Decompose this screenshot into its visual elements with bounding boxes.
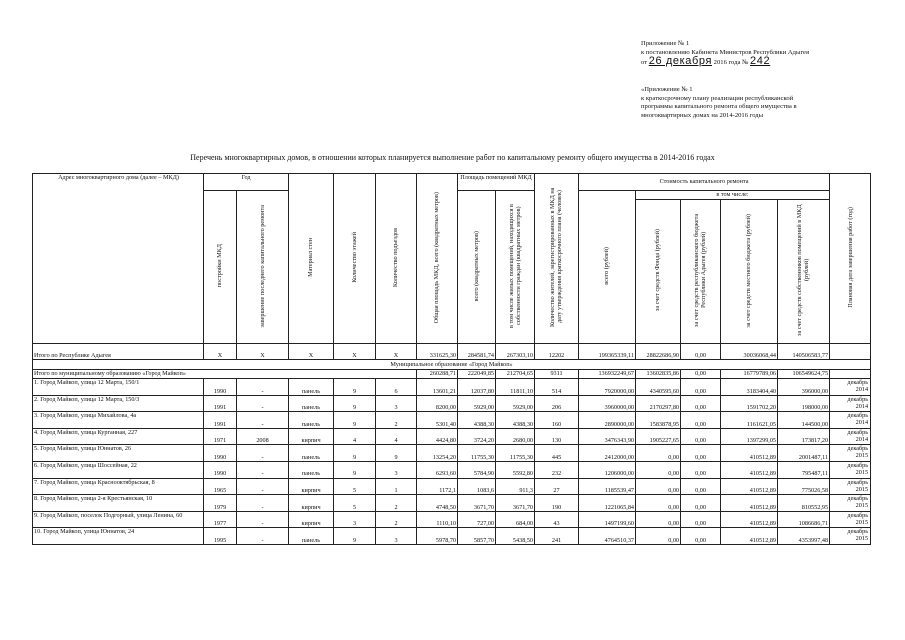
cell: 4748,50 [417, 495, 458, 512]
cell: 5929,00 [496, 395, 535, 412]
cell: 0,00 [681, 495, 721, 512]
cell: 5301,40 [417, 412, 458, 429]
cell: 260288,71 [417, 370, 458, 379]
cell: 9 [376, 445, 417, 462]
cell: 0,00 [681, 511, 721, 528]
cell: 0,00 [681, 412, 721, 429]
cell: 4 [334, 428, 376, 445]
deadline-month: декабрь [847, 412, 869, 420]
cell: 198000,00 [778, 395, 830, 412]
table-row [33, 412, 871, 429]
cell: 5978,70 [417, 528, 458, 545]
cell: 684,00 [496, 511, 535, 528]
cell: 3183404,40 [721, 379, 778, 396]
cell: панель [289, 379, 334, 396]
cell: 5784,90 [458, 461, 496, 478]
cell: 795487,11 [778, 461, 830, 478]
deadline-year: 2015 [855, 452, 869, 460]
cell: - [237, 528, 289, 545]
cell: X [334, 344, 376, 360]
cell: 1397299,05 [721, 428, 778, 445]
cell: 106549624,75 [778, 370, 830, 379]
cell: 206 [535, 395, 579, 412]
cell: 1971 [204, 428, 237, 445]
house-address: 1. Город Майкоп, улица 12 Марта, 150/1 [33, 379, 204, 396]
cell: 2412000,00 [579, 445, 636, 462]
sub-appendix-line3: программы капитального ремонта общего имущества в [641, 103, 797, 111]
cell: 1161621,05 [721, 412, 778, 429]
cell: 9 [334, 461, 376, 478]
house-address: 6. Город Майкоп, улица Шоссейная, 22 [33, 461, 204, 478]
table-row [33, 511, 871, 528]
cell: 1185539,47 [579, 478, 636, 495]
year-text: 2016 года № [713, 59, 749, 67]
cell: 5438,50 [496, 528, 535, 545]
cell: панель [289, 395, 334, 412]
deadline-cell [830, 478, 871, 495]
cell: - [237, 478, 289, 495]
appendix-date-line [641, 57, 903, 68]
cell: 1172,1 [417, 478, 458, 495]
cell: 11755,30 [458, 445, 496, 462]
house-address: 4. Город Майкоп, улица Курганная, 227 [33, 428, 204, 445]
cell: 9 [334, 528, 376, 545]
cell: 3 [334, 511, 376, 528]
cell: панель [289, 528, 334, 545]
sub-appendix-line2: к краткосрочному плану реализации республиканской [641, 94, 794, 102]
document-title: Перечень многоквартирных домов, в отношении которых планируется выполнение работ по капитальному ремонту общего имущества в 2014-2016 годах [190, 153, 715, 162]
cell: 0,00 [681, 370, 721, 379]
cell: 4340595,60 [636, 379, 681, 396]
cell: 1 [376, 478, 417, 495]
cell: 4388,30 [458, 412, 496, 429]
col-year-group: Год [204, 174, 289, 191]
cell: 13254,20 [417, 445, 458, 462]
total-municipality-row [33, 370, 871, 379]
cell: 222049,85 [458, 370, 496, 379]
cell: 12037,80 [458, 379, 496, 396]
cell: 241 [535, 528, 579, 545]
cell: 0,00 [636, 495, 681, 512]
cell: 28822686,90 [636, 344, 681, 360]
from-prefix: от [641, 59, 648, 67]
cell: 9 [334, 445, 376, 462]
col-premises-citizens: в том числе жилых помещений, находящихся в собственности граждан (квадратных метров) [496, 191, 535, 344]
cell: 331625,30 [417, 344, 458, 360]
cell: панель [289, 445, 334, 462]
cell: 12202 [535, 344, 579, 360]
cell: 1591702,20 [721, 395, 778, 412]
cell: 1991 [204, 395, 237, 412]
col-floors: Количество этажей [334, 174, 376, 344]
cell: 810552,95 [778, 495, 830, 512]
cell: 0,00 [681, 528, 721, 545]
cell: 1497199,60 [579, 511, 636, 528]
deadline-year: 2014 [855, 386, 869, 394]
cell: 3671,70 [496, 495, 535, 512]
deadline-year: 2015 [855, 469, 869, 477]
appendix-header [641, 40, 903, 68]
cell: 514 [535, 379, 579, 396]
deadline-cell [830, 528, 871, 545]
col-residents: Количество жителей, зарегистрированных в МКД на дату утверждения краткосрочного плана (человек) [535, 174, 579, 344]
cell: 727,00 [458, 511, 496, 528]
appendix-title: Приложение № 1 [641, 40, 690, 47]
cell: 911,3 [496, 478, 535, 495]
cell: 5 [334, 495, 376, 512]
cell: 1990 [204, 461, 237, 478]
col-cost-local: за счет средств местного бюджета (рублей) [721, 200, 778, 344]
house-address: 7. Город Майкоп, улица Краснооктябрьская, 8 [33, 478, 204, 495]
table-row [33, 428, 871, 445]
cell: 173817,20 [778, 428, 830, 445]
cell: 1991 [204, 412, 237, 429]
deadline-year: 2015 [855, 485, 869, 493]
cell: 11755,30 [496, 445, 535, 462]
cell: 267303,10 [496, 344, 535, 360]
handwritten-number: 242 [750, 55, 771, 68]
cell: 0,00 [681, 395, 721, 412]
cell: - [237, 495, 289, 512]
col-premises-total: всего (квадратных метров) [458, 191, 496, 344]
cell: 5857,70 [458, 528, 496, 545]
cell: 410512,89 [721, 528, 778, 545]
cell: кирпич [289, 478, 334, 495]
cell: 7920000,00 [579, 379, 636, 396]
deadline-cell [830, 511, 871, 528]
cell: 190 [535, 495, 579, 512]
cell: 1905227,65 [636, 428, 681, 445]
cell: 144500,00 [778, 412, 830, 429]
cell: 0,00 [636, 511, 681, 528]
deadline-year: 2014 [855, 402, 869, 410]
cell: панель [289, 412, 334, 429]
col-cost-fund: за счет средств Фонда (рублей) [636, 200, 681, 344]
cell: 3724,20 [458, 428, 496, 445]
cell: 0,00 [636, 445, 681, 462]
cell: 410512,89 [721, 495, 778, 512]
cell: 199365339,11 [579, 344, 636, 360]
cell: 2001487,11 [778, 445, 830, 462]
cell: 212704,65 [496, 370, 535, 379]
cell: 2 [376, 511, 417, 528]
house-address: 2. Город Майкоп, улица 12 Марта, 150/3 [33, 395, 204, 412]
deadline-cell [830, 395, 871, 412]
cell: 4 [376, 428, 417, 445]
col-total-area: Общая площадь МКД, всего (квадратных метров) [417, 174, 458, 344]
cell: кирпич [289, 495, 334, 512]
cell: 1583878,95 [636, 412, 681, 429]
appendix-ref: к постановлению Кабинета Министров Республики Адыгея [641, 48, 810, 56]
deadline-cell [830, 412, 871, 429]
cell: 0,00 [681, 445, 721, 462]
cell: - [237, 379, 289, 396]
deadline-month: декабрь [847, 511, 869, 519]
cell: 5592,80 [496, 461, 535, 478]
cell: 410512,89 [721, 445, 778, 462]
deadline-year: 2014 [855, 419, 869, 427]
sub-appendix-line4: многоквартирных домах на 2014-2016 годы [641, 111, 764, 119]
deadline-month: декабрь [847, 395, 869, 403]
cell: 0,00 [636, 461, 681, 478]
cell: 410512,89 [721, 461, 778, 478]
cell: - [237, 511, 289, 528]
cell: 9 [334, 395, 376, 412]
cell: X [204, 344, 237, 360]
house-address: 9. Город Майкоп, поселок Подгорный, улица Ленина, 60 [33, 511, 204, 528]
cell: 13601,21 [417, 379, 458, 396]
col-entrances: Количество подъездов [376, 174, 417, 344]
cell: 0,00 [681, 461, 721, 478]
sub-appendix-title: «Приложение № 1 [641, 86, 693, 93]
cell: 0,00 [636, 478, 681, 495]
cell: 136932249,67 [579, 370, 636, 379]
cell: 1083,6 [458, 478, 496, 495]
cell: 3960000,00 [579, 395, 636, 412]
cell: 9 [334, 412, 376, 429]
house-address: 10. Город Майкоп, улица Юннатов, 24 [33, 528, 204, 545]
total-label: Итого по Республике Адыгея [33, 344, 204, 360]
deadline-year: 2015 [855, 502, 869, 510]
deadline-cell [830, 379, 871, 396]
cell: 1086686,71 [778, 511, 830, 528]
col-cost-group: Стоимость капитального ремонта [579, 174, 830, 191]
cell: 6293,60 [417, 461, 458, 478]
house-address: 5. Город Майкоп, улица Юннатов, 26 [33, 445, 204, 462]
cell: 2 [376, 495, 417, 512]
total-republic-row [33, 344, 871, 360]
cell: 11811,10 [496, 379, 535, 396]
cell: X [237, 344, 289, 360]
col-cost-incl: в том числе: [636, 191, 830, 200]
cell: - [237, 461, 289, 478]
cell: 0,00 [681, 379, 721, 396]
cell: 2170297,80 [636, 395, 681, 412]
cell: 130 [535, 428, 579, 445]
house-rows [33, 379, 871, 545]
cell: 43 [535, 511, 579, 528]
cell: кирпич [289, 511, 334, 528]
cell: 4764510,37 [579, 528, 636, 545]
col-deadline: Плановая дата завершения работ (год) [830, 174, 871, 344]
handwritten-date: 26 декабря [648, 55, 713, 68]
deadline-month: декабрь [847, 445, 869, 453]
cell: 4353997,48 [778, 528, 830, 545]
deadline-month: декабрь [847, 528, 869, 536]
cell: 3671,70 [458, 495, 496, 512]
col-year-repair: завершение последнего капитального ремонта [237, 191, 289, 344]
cell: 13602835,86 [636, 370, 681, 379]
cell: 410512,89 [721, 511, 778, 528]
cell: - [237, 412, 289, 429]
cell: 9311 [535, 370, 579, 379]
cell: 1206000,00 [579, 461, 636, 478]
cell: 4424,80 [417, 428, 458, 445]
deadline-month: декабрь [847, 478, 869, 486]
deadline-cell [830, 461, 871, 478]
deadline-cell [830, 445, 871, 462]
cell: 2008 [237, 428, 289, 445]
cell: 1110,10 [417, 511, 458, 528]
cell: 5 [334, 478, 376, 495]
deadline-cell [830, 428, 871, 445]
cell: 232 [535, 461, 579, 478]
cell: 2890000,00 [579, 412, 636, 429]
table-row [33, 461, 871, 478]
cell: 9 [334, 379, 376, 396]
cell: 160 [535, 412, 579, 429]
cell: 0,00 [681, 344, 721, 360]
cell: 0,00 [681, 478, 721, 495]
deadline-year: 2014 [855, 435, 869, 443]
cell: 410512,89 [721, 478, 778, 495]
cell: 3476343,90 [579, 428, 636, 445]
deadline-year: 2015 [855, 535, 869, 543]
col-wall: Материал стен [289, 174, 334, 344]
cell: 1979 [204, 495, 237, 512]
table-row [33, 445, 871, 462]
cell: 1977 [204, 511, 237, 528]
cell: 1965 [204, 478, 237, 495]
municipality-title: Муниципальное образование «Город Майкоп» [33, 360, 871, 370]
cell [830, 370, 871, 379]
deadline-cell [830, 495, 871, 512]
deadline-year: 2015 [855, 518, 869, 526]
cell: 284581,74 [458, 344, 496, 360]
table-row [33, 395, 871, 412]
cell: 4388,30 [496, 412, 535, 429]
municipality-total-label: Итого по муниципальному образованию «Город Майкоп» [33, 370, 417, 379]
cell: 445 [535, 445, 579, 462]
deadline-month: декабрь [847, 461, 869, 469]
house-address: 8. Город Майкоп, улица 2-я Крестьянская, 10 [33, 495, 204, 512]
col-cost-owners: за счет средств собственников помещений в МКД (рублей) [778, 200, 830, 344]
cell: кирпич [289, 428, 334, 445]
cell: 140506583,77 [778, 344, 830, 360]
cell: 1995 [204, 528, 237, 545]
deadline-month: декабрь [847, 495, 869, 503]
cell [830, 344, 871, 360]
sub-appendix-header [641, 86, 903, 120]
table-row [33, 478, 871, 495]
cell: 6 [376, 379, 417, 396]
cell: X [376, 344, 417, 360]
col-cost-rep: за счет средств республиканского бюджета Республики Адыгея (рублей) [681, 200, 721, 344]
cell: 3 [376, 528, 417, 545]
cell: 775026,58 [778, 478, 830, 495]
deadline-month: декабрь [847, 379, 869, 386]
cell: 8200,00 [417, 395, 458, 412]
cell: 5929,00 [458, 395, 496, 412]
cell: - [237, 445, 289, 462]
repair-register-table [32, 173, 871, 545]
cell: 1990 [204, 379, 237, 396]
col-cost-total: всего (рублей) [579, 191, 636, 344]
cell: 1221065,84 [579, 495, 636, 512]
cell: 0,00 [636, 528, 681, 545]
cell: 0,00 [681, 428, 721, 445]
cell: 3 [376, 395, 417, 412]
cell: 30036068,44 [721, 344, 778, 360]
municipality-title-row [33, 360, 871, 370]
table-row [33, 495, 871, 512]
deadline-month: декабрь [847, 428, 869, 436]
cell: 16779789,06 [721, 370, 778, 379]
cell: - [237, 395, 289, 412]
cell: 2680,00 [496, 428, 535, 445]
cell: 396000,00 [778, 379, 830, 396]
col-year-built: постройки МКД [204, 191, 237, 344]
col-premises-group: Площадь помещений МКД [458, 174, 535, 191]
col-address: Адрес многоквартирного дома (далее – МКД) [33, 174, 204, 344]
cell: панель [289, 461, 334, 478]
cell: 1990 [204, 445, 237, 462]
house-address: 3. Город Майкоп, улица Михайлова, 4а [33, 412, 204, 429]
cell: 2 [376, 412, 417, 429]
table-row [33, 379, 871, 396]
table-row [33, 528, 871, 545]
cell: X [289, 344, 334, 360]
cell: 3 [376, 461, 417, 478]
cell: 27 [535, 478, 579, 495]
